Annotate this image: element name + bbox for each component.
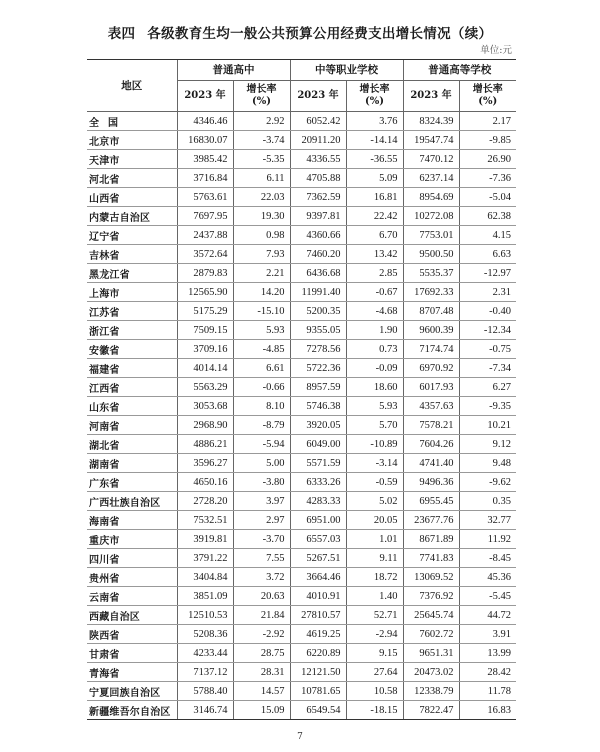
voc-2023-cell: 9355.05 bbox=[290, 321, 346, 340]
hs-rate-cell: 6.11 bbox=[233, 169, 290, 188]
hs-2023-cell: 3985.42 bbox=[177, 150, 233, 169]
he-2023-cell: 7174.74 bbox=[403, 340, 459, 359]
hs-rate-cell: 14.57 bbox=[233, 682, 290, 701]
voc-rate-cell: 3.76 bbox=[346, 112, 403, 131]
voc-rate-cell: 9.15 bbox=[346, 644, 403, 663]
hs-rate-cell: 28.75 bbox=[233, 644, 290, 663]
hs-2023-cell: 3053.68 bbox=[177, 397, 233, 416]
table-row bbox=[87, 340, 516, 359]
header-group-high-school: 普通高中 bbox=[177, 60, 290, 81]
table-row bbox=[87, 511, 516, 530]
region-cell: 四川省 bbox=[87, 549, 177, 568]
hs-2023-cell: 12565.90 bbox=[177, 283, 233, 302]
voc-rate-cell: -36.55 bbox=[346, 150, 403, 169]
he-rate-cell: 28.42 bbox=[459, 663, 516, 682]
region-cell: 全国 bbox=[87, 112, 177, 131]
he-rate-cell: 13.99 bbox=[459, 644, 516, 663]
table-row bbox=[87, 454, 516, 473]
hs-2023-cell: 2437.88 bbox=[177, 226, 233, 245]
hs-rate-cell: 5.00 bbox=[233, 454, 290, 473]
voc-2023-cell: 7278.56 bbox=[290, 340, 346, 359]
hs-2023-cell: 3404.84 bbox=[177, 568, 233, 587]
voc-2023-cell: 4336.55 bbox=[290, 150, 346, 169]
header-rate-unit: (%) bbox=[478, 96, 498, 107]
voc-rate-cell: -3.14 bbox=[346, 454, 403, 473]
he-2023-cell: 4741.40 bbox=[403, 454, 459, 473]
he-2023-cell: 9500.50 bbox=[403, 245, 459, 264]
voc-2023-cell: 27810.57 bbox=[290, 606, 346, 625]
he-rate-cell: 62.38 bbox=[459, 207, 516, 226]
voc-2023-cell: 10781.65 bbox=[290, 682, 346, 701]
voc-rate-cell: 1.40 bbox=[346, 587, 403, 606]
table-row bbox=[87, 625, 516, 644]
region-cell: 辽宁省 bbox=[87, 226, 177, 245]
voc-2023-cell: 6951.00 bbox=[290, 511, 346, 530]
table-body bbox=[87, 112, 516, 720]
hs-2023-cell: 3791.22 bbox=[177, 549, 233, 568]
hs-rate-cell: -4.85 bbox=[233, 340, 290, 359]
voc-rate-cell: -0.67 bbox=[346, 283, 403, 302]
hs-rate-cell: -8.79 bbox=[233, 416, 290, 435]
table-row bbox=[87, 606, 516, 625]
hs-2023-cell: 3851.09 bbox=[177, 587, 233, 606]
he-rate-cell: 6.27 bbox=[459, 378, 516, 397]
he-rate-cell: -9.62 bbox=[459, 473, 516, 492]
he-rate-cell: 4.15 bbox=[459, 226, 516, 245]
table-row bbox=[87, 283, 516, 302]
voc-rate-cell: 1.90 bbox=[346, 321, 403, 340]
he-2023-cell: 23677.76 bbox=[403, 511, 459, 530]
he-rate-cell: -5.04 bbox=[459, 188, 516, 207]
table-row bbox=[87, 207, 516, 226]
voc-rate-cell: -0.59 bbox=[346, 473, 403, 492]
voc-2023-cell: 6549.54 bbox=[290, 701, 346, 720]
table-row bbox=[87, 682, 516, 701]
voc-rate-cell: 10.58 bbox=[346, 682, 403, 701]
region-cell: 北京市 bbox=[87, 131, 177, 150]
he-2023-cell: 6970.92 bbox=[403, 359, 459, 378]
voc-2023-cell: 6333.26 bbox=[290, 473, 346, 492]
voc-2023-cell: 3664.46 bbox=[290, 568, 346, 587]
region-cell: 湖北省 bbox=[87, 435, 177, 454]
header-hs-rate bbox=[233, 81, 290, 112]
hs-2023-cell: 2968.90 bbox=[177, 416, 233, 435]
hs-rate-cell: -0.66 bbox=[233, 378, 290, 397]
hs-2023-cell: 5563.29 bbox=[177, 378, 233, 397]
voc-rate-cell: 1.01 bbox=[346, 530, 403, 549]
voc-2023-cell: 9397.81 bbox=[290, 207, 346, 226]
he-2023-cell: 7578.21 bbox=[403, 416, 459, 435]
table-title-text: 各级教育生均一般公共预算公用经费支出增长情况（续） bbox=[147, 26, 493, 42]
voc-rate-cell: -14.14 bbox=[346, 131, 403, 150]
he-rate-cell: 9.48 bbox=[459, 454, 516, 473]
hs-rate-cell: 21.84 bbox=[233, 606, 290, 625]
he-2023-cell: 5535.37 bbox=[403, 264, 459, 283]
header-rate-unit: (%) bbox=[252, 96, 271, 107]
hs-rate-cell: -2.92 bbox=[233, 625, 290, 644]
he-2023-cell: 6237.14 bbox=[403, 169, 459, 188]
he-rate-cell: -7.34 bbox=[459, 359, 516, 378]
voc-2023-cell: 3920.05 bbox=[290, 416, 346, 435]
voc-rate-cell: -2.94 bbox=[346, 625, 403, 644]
voc-rate-cell: 5.02 bbox=[346, 492, 403, 511]
hs-2023-cell: 4346.46 bbox=[177, 112, 233, 131]
voc-2023-cell: 5200.35 bbox=[290, 302, 346, 321]
he-rate-cell: 9.12 bbox=[459, 435, 516, 454]
he-2023-cell: 8707.48 bbox=[403, 302, 459, 321]
he-2023-cell: 7376.92 bbox=[403, 587, 459, 606]
region-cell: 新疆维吾尔自治区 bbox=[87, 701, 177, 720]
voc-2023-cell: 6436.68 bbox=[290, 264, 346, 283]
table-row bbox=[87, 321, 516, 340]
hs-2023-cell: 5208.36 bbox=[177, 625, 233, 644]
he-2023-cell: 10272.08 bbox=[403, 207, 459, 226]
he-2023-cell: 8324.39 bbox=[403, 112, 459, 131]
hs-2023-cell: 4886.21 bbox=[177, 435, 233, 454]
hs-rate-cell: 20.63 bbox=[233, 587, 290, 606]
region-cell: 天津市 bbox=[87, 150, 177, 169]
hs-2023-cell: 3709.16 bbox=[177, 340, 233, 359]
region-cell: 甘肃省 bbox=[87, 644, 177, 663]
hs-2023-cell: 7509.15 bbox=[177, 321, 233, 340]
region-cell: 海南省 bbox=[87, 511, 177, 530]
hs-rate-cell: 7.55 bbox=[233, 549, 290, 568]
he-rate-cell: 26.90 bbox=[459, 150, 516, 169]
hs-rate-cell: -3.70 bbox=[233, 530, 290, 549]
region-cell: 河南省 bbox=[87, 416, 177, 435]
hs-2023-cell: 12510.53 bbox=[177, 606, 233, 625]
voc-rate-cell: 18.72 bbox=[346, 568, 403, 587]
table-row bbox=[87, 188, 516, 207]
hs-2023-cell: 2728.20 bbox=[177, 492, 233, 511]
region-cell: 山西省 bbox=[87, 188, 177, 207]
voc-rate-cell: 22.42 bbox=[346, 207, 403, 226]
header-he-rate bbox=[459, 81, 516, 112]
he-rate-cell: 10.21 bbox=[459, 416, 516, 435]
hs-2023-cell: 3596.27 bbox=[177, 454, 233, 473]
hs-rate-cell: 3.72 bbox=[233, 568, 290, 587]
voc-2023-cell: 4619.25 bbox=[290, 625, 346, 644]
table-row bbox=[87, 663, 516, 682]
voc-2023-cell: 7460.20 bbox=[290, 245, 346, 264]
region-cell: 重庆市 bbox=[87, 530, 177, 549]
voc-2023-cell: 4010.91 bbox=[290, 587, 346, 606]
voc-rate-cell: 13.42 bbox=[346, 245, 403, 264]
region-cell: 浙江省 bbox=[87, 321, 177, 340]
voc-rate-cell: -10.89 bbox=[346, 435, 403, 454]
hs-rate-cell: 2.21 bbox=[233, 264, 290, 283]
voc-rate-cell: 27.64 bbox=[346, 663, 403, 682]
he-rate-cell: -9.85 bbox=[459, 131, 516, 150]
table-row bbox=[87, 169, 516, 188]
header-he-2023: 2023 年 bbox=[403, 81, 459, 112]
hs-2023-cell: 7532.51 bbox=[177, 511, 233, 530]
region-cell: 江西省 bbox=[87, 378, 177, 397]
he-2023-cell: 9651.31 bbox=[403, 644, 459, 663]
header-rate-label: 增长率 bbox=[359, 84, 390, 95]
hs-2023-cell: 16830.07 bbox=[177, 131, 233, 150]
header-hs-2023: 2023 年 bbox=[177, 81, 233, 112]
region-cell: 广东省 bbox=[87, 473, 177, 492]
hs-2023-cell: 3572.64 bbox=[177, 245, 233, 264]
table-row bbox=[87, 359, 516, 378]
he-2023-cell: 7822.47 bbox=[403, 701, 459, 720]
header-rate-label: 增长率 bbox=[246, 84, 277, 95]
header-group-row bbox=[87, 60, 516, 81]
voc-2023-cell: 12121.50 bbox=[290, 663, 346, 682]
he-rate-cell: 11.92 bbox=[459, 530, 516, 549]
he-2023-cell: 7604.26 bbox=[403, 435, 459, 454]
region-cell: 青海省 bbox=[87, 663, 177, 682]
hs-rate-cell: 2.97 bbox=[233, 511, 290, 530]
hs-2023-cell: 7137.12 bbox=[177, 663, 233, 682]
hs-2023-cell: 2879.83 bbox=[177, 264, 233, 283]
he-2023-cell: 8954.69 bbox=[403, 188, 459, 207]
hs-rate-cell: 19.30 bbox=[233, 207, 290, 226]
hs-rate-cell: 15.09 bbox=[233, 701, 290, 720]
voc-2023-cell: 6557.03 bbox=[290, 530, 346, 549]
header-voc-rate bbox=[346, 81, 403, 112]
table-row bbox=[87, 492, 516, 511]
hs-rate-cell: 7.93 bbox=[233, 245, 290, 264]
hs-2023-cell: 5175.29 bbox=[177, 302, 233, 321]
table-row bbox=[87, 701, 516, 720]
he-2023-cell: 6017.93 bbox=[403, 378, 459, 397]
header-rate-unit: (%) bbox=[365, 96, 384, 107]
region-cell: 陕西省 bbox=[87, 625, 177, 644]
region-cell: 湖南省 bbox=[87, 454, 177, 473]
he-2023-cell: 6955.45 bbox=[403, 492, 459, 511]
voc-2023-cell: 11991.40 bbox=[290, 283, 346, 302]
region-cell: 安徽省 bbox=[87, 340, 177, 359]
region-cell: 吉林省 bbox=[87, 245, 177, 264]
he-rate-cell: 3.91 bbox=[459, 625, 516, 644]
he-rate-cell: 2.17 bbox=[459, 112, 516, 131]
he-2023-cell: 20473.02 bbox=[403, 663, 459, 682]
voc-2023-cell: 7362.59 bbox=[290, 188, 346, 207]
he-rate-cell: 0.35 bbox=[459, 492, 516, 511]
voc-2023-cell: 6052.42 bbox=[290, 112, 346, 131]
hs-2023-cell: 5788.40 bbox=[177, 682, 233, 701]
hs-rate-cell: -5.35 bbox=[233, 150, 290, 169]
he-rate-cell: -12.97 bbox=[459, 264, 516, 283]
hs-rate-cell: 14.20 bbox=[233, 283, 290, 302]
table-header bbox=[87, 60, 516, 112]
he-rate-cell: 2.31 bbox=[459, 283, 516, 302]
region-cell: 河北省 bbox=[87, 169, 177, 188]
voc-2023-cell: 6220.89 bbox=[290, 644, 346, 663]
region-cell: 上海市 bbox=[87, 283, 177, 302]
hs-rate-cell: -15.10 bbox=[233, 302, 290, 321]
table-row bbox=[87, 473, 516, 492]
voc-2023-cell: 20911.20 bbox=[290, 131, 346, 150]
hs-2023-cell: 5763.61 bbox=[177, 188, 233, 207]
he-rate-cell: 44.72 bbox=[459, 606, 516, 625]
region-cell: 西藏自治区 bbox=[87, 606, 177, 625]
voc-rate-cell: 5.93 bbox=[346, 397, 403, 416]
hs-rate-cell: 0.98 bbox=[233, 226, 290, 245]
voc-rate-cell: -4.68 bbox=[346, 302, 403, 321]
voc-2023-cell: 4705.88 bbox=[290, 169, 346, 188]
region-cell: 宁夏回族自治区 bbox=[87, 682, 177, 701]
region-cell: 云南省 bbox=[87, 587, 177, 606]
he-2023-cell: 7470.12 bbox=[403, 150, 459, 169]
hs-rate-cell: -3.80 bbox=[233, 473, 290, 492]
he-rate-cell: -7.36 bbox=[459, 169, 516, 188]
hs-rate-cell: 8.10 bbox=[233, 397, 290, 416]
table-row bbox=[87, 226, 516, 245]
table-row bbox=[87, 150, 516, 169]
table-row bbox=[87, 245, 516, 264]
voc-2023-cell: 5267.51 bbox=[290, 549, 346, 568]
he-2023-cell: 7741.83 bbox=[403, 549, 459, 568]
he-rate-cell: 11.78 bbox=[459, 682, 516, 701]
expenditure-table bbox=[87, 59, 516, 720]
voc-2023-cell: 6049.00 bbox=[290, 435, 346, 454]
header-voc-2023: 2023 年 bbox=[290, 81, 346, 112]
hs-2023-cell: 4233.44 bbox=[177, 644, 233, 663]
table-row bbox=[87, 397, 516, 416]
voc-2023-cell: 4283.33 bbox=[290, 492, 346, 511]
voc-rate-cell: 6.70 bbox=[346, 226, 403, 245]
table-row bbox=[87, 112, 516, 131]
table-row bbox=[87, 378, 516, 397]
he-rate-cell: 16.83 bbox=[459, 701, 516, 720]
he-rate-cell: -8.45 bbox=[459, 549, 516, 568]
he-2023-cell: 9600.39 bbox=[403, 321, 459, 340]
hs-2023-cell: 3919.81 bbox=[177, 530, 233, 549]
he-rate-cell: -12.34 bbox=[459, 321, 516, 340]
voc-rate-cell: 20.05 bbox=[346, 511, 403, 530]
header-region: 地区 bbox=[87, 60, 177, 112]
voc-rate-cell: 18.60 bbox=[346, 378, 403, 397]
voc-2023-cell: 5746.38 bbox=[290, 397, 346, 416]
voc-2023-cell: 4360.66 bbox=[290, 226, 346, 245]
hs-rate-cell: 6.61 bbox=[233, 359, 290, 378]
he-2023-cell: 17692.33 bbox=[403, 283, 459, 302]
voc-rate-cell: 5.70 bbox=[346, 416, 403, 435]
hs-rate-cell: -5.94 bbox=[233, 435, 290, 454]
table-title bbox=[0, 22, 600, 42]
hs-rate-cell: 5.93 bbox=[233, 321, 290, 340]
he-rate-cell: -5.45 bbox=[459, 587, 516, 606]
he-rate-cell: -9.35 bbox=[459, 397, 516, 416]
voc-rate-cell: 9.11 bbox=[346, 549, 403, 568]
hs-2023-cell: 7697.95 bbox=[177, 207, 233, 226]
page-number: 7 bbox=[297, 732, 303, 742]
voc-rate-cell: 2.85 bbox=[346, 264, 403, 283]
hs-2023-cell: 3146.74 bbox=[177, 701, 233, 720]
he-2023-cell: 7753.01 bbox=[403, 226, 459, 245]
hs-2023-cell: 4014.14 bbox=[177, 359, 233, 378]
table-row bbox=[87, 131, 516, 150]
voc-2023-cell: 8957.59 bbox=[290, 378, 346, 397]
voc-rate-cell: 5.09 bbox=[346, 169, 403, 188]
voc-rate-cell: 52.71 bbox=[346, 606, 403, 625]
table-number: 表四 bbox=[107, 26, 136, 42]
he-rate-cell: 32.77 bbox=[459, 511, 516, 530]
table-row bbox=[87, 302, 516, 321]
he-2023-cell: 25645.74 bbox=[403, 606, 459, 625]
voc-2023-cell: 5722.36 bbox=[290, 359, 346, 378]
region-cell: 福建省 bbox=[87, 359, 177, 378]
header-rate-label: 增长率 bbox=[472, 84, 503, 95]
he-2023-cell: 19547.74 bbox=[403, 131, 459, 150]
voc-rate-cell: -0.09 bbox=[346, 359, 403, 378]
he-2023-cell: 13069.52 bbox=[403, 568, 459, 587]
region-cell: 山东省 bbox=[87, 397, 177, 416]
he-rate-cell: 6.63 bbox=[459, 245, 516, 264]
he-rate-cell: -0.40 bbox=[459, 302, 516, 321]
region-cell: 内蒙古自治区 bbox=[87, 207, 177, 226]
hs-2023-cell: 3716.84 bbox=[177, 169, 233, 188]
table-row bbox=[87, 264, 516, 283]
hs-rate-cell: -3.74 bbox=[233, 131, 290, 150]
region-cell: 贵州省 bbox=[87, 568, 177, 587]
voc-rate-cell: -18.15 bbox=[346, 701, 403, 720]
he-2023-cell: 7602.72 bbox=[403, 625, 459, 644]
hs-rate-cell: 2.92 bbox=[233, 112, 290, 131]
table-row bbox=[87, 530, 516, 549]
he-rate-cell: 45.36 bbox=[459, 568, 516, 587]
header-group-higher-education: 普通高等学校 bbox=[403, 60, 516, 81]
table-row bbox=[87, 435, 516, 454]
region-cell: 黑龙江省 bbox=[87, 264, 177, 283]
he-2023-cell: 8671.89 bbox=[403, 530, 459, 549]
he-2023-cell: 4357.63 bbox=[403, 397, 459, 416]
unit-label: 单位:元 bbox=[480, 45, 512, 56]
hs-rate-cell: 28.31 bbox=[233, 663, 290, 682]
hs-rate-cell: 22.03 bbox=[233, 188, 290, 207]
region-cell: 江苏省 bbox=[87, 302, 177, 321]
table-row bbox=[87, 644, 516, 663]
table-row bbox=[87, 549, 516, 568]
voc-rate-cell: 16.81 bbox=[346, 188, 403, 207]
region-cell: 广西壮族自治区 bbox=[87, 492, 177, 511]
voc-rate-cell: 0.73 bbox=[346, 340, 403, 359]
table-row bbox=[87, 568, 516, 587]
he-2023-cell: 9496.36 bbox=[403, 473, 459, 492]
table-row bbox=[87, 587, 516, 606]
header-group-vocational: 中等职业学校 bbox=[290, 60, 403, 81]
table-row bbox=[87, 416, 516, 435]
hs-2023-cell: 4650.16 bbox=[177, 473, 233, 492]
voc-2023-cell: 5571.59 bbox=[290, 454, 346, 473]
hs-rate-cell: 3.97 bbox=[233, 492, 290, 511]
he-rate-cell: -0.75 bbox=[459, 340, 516, 359]
he-2023-cell: 12338.79 bbox=[403, 682, 459, 701]
